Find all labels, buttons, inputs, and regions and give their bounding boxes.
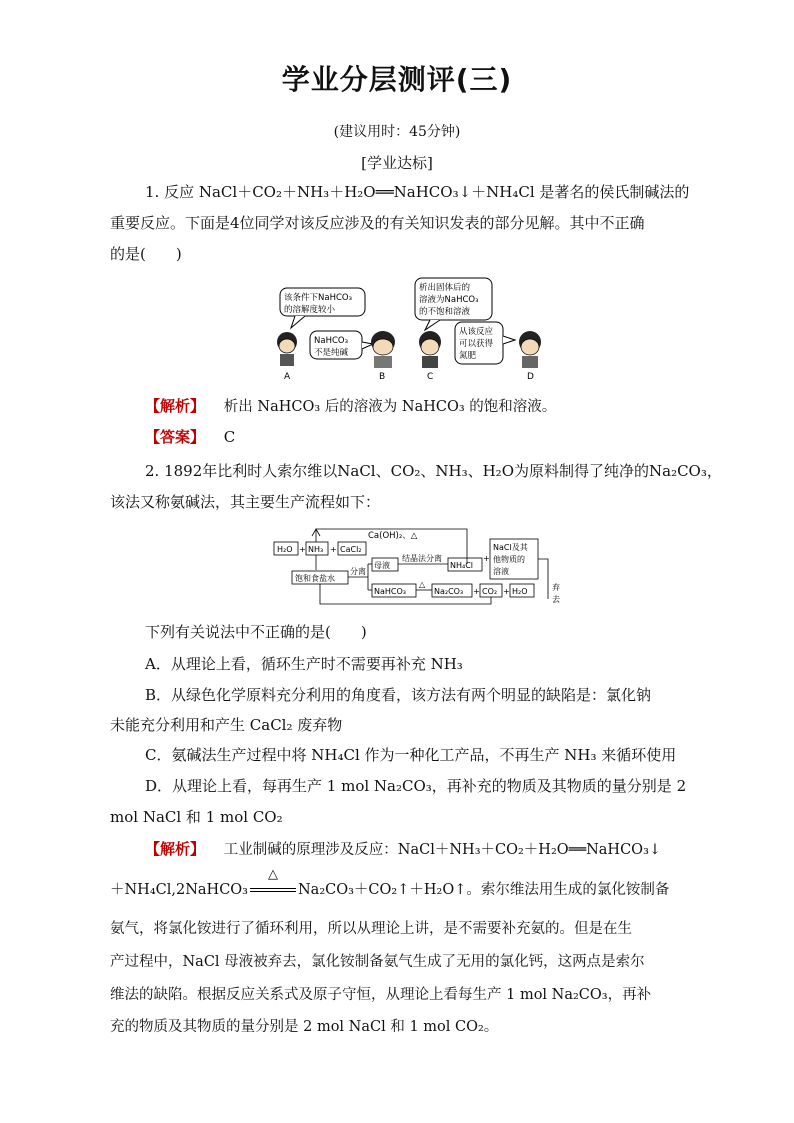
- flow-nh3: NH₃: [308, 545, 324, 554]
- flow-na2co3: Na₂CO₃: [434, 587, 464, 596]
- q2-text-line-1: 2. 1892年比利时人索尔维以NaCl、CO₂、NH₃、H₂O为原料制得了纯净的Na₂CO₃，: [145, 462, 722, 480]
- bubble-b-line-1: NaHCO₃: [314, 336, 348, 346]
- heat-equals-sign: [248, 867, 298, 898]
- flow-nacl-line-2: 他物质的: [493, 555, 525, 564]
- bubble-d-line-1: 从该反应: [459, 327, 494, 337]
- flow-plus-3: +: [483, 554, 490, 563]
- q2-analysis-line-4: 产过程中，NaCl 母液被弃去，氯化铵制备氨气生成了无用的氯化钙，这两点是索尔: [110, 954, 645, 970]
- q1-figure: [265, 276, 560, 384]
- q1-analysis-line: [145, 397, 690, 416]
- q2-option-a: A．从理论上看，循环生产时不需要再补充 NH₃: [145, 655, 463, 673]
- student-d-figure: [519, 331, 541, 368]
- flow-nacl-line-1: NaCl及其: [493, 543, 528, 552]
- q2-analysis-line-6: 充的物质及其物质的量分别是 2 mol NaCl 和 1 mol CO₂。: [110, 1019, 499, 1035]
- flow-heat: △: [419, 580, 426, 589]
- q2-text-line-2: 该法又称氨碱法，其主要生产流程如下：: [110, 493, 381, 511]
- flow-separate: 分离: [350, 567, 366, 576]
- flow-mother: 母液: [374, 561, 390, 570]
- q1-analysis-tag: 【解析】: [145, 397, 206, 415]
- page-title: 学业分层测评(三): [281, 63, 513, 96]
- q2-analysis-tag: 【解析】: [145, 840, 206, 858]
- q1-text-line-2: 重要反应。下面是4位同学对该反应涉及的有关知识发表的部分见解。其中不正确: [110, 214, 645, 232]
- q1-analysis-text: 析出 NaHCO₃ 后的溶液为 NaHCO₃ 的饱和溶液。: [223, 399, 557, 415]
- bubble-a-line-1: 该条件下NaHCO₃: [284, 293, 352, 303]
- bubble-b-line-2: 不是纯碱: [314, 348, 349, 358]
- q2-analysis-text-2b: Na₂CO₃＋CO₂↑＋H₂O↑。索尔维法用生成的氯化铵制备: [297, 882, 670, 898]
- flow-brine: 饱和食盐水: [295, 574, 335, 583]
- q2-option-c: C．氨碱法生产过程中将 NH₄Cl 作为一种化工产品，不再生产 NH₃ 来循环使用: [145, 746, 677, 764]
- student-b-figure: [371, 331, 395, 368]
- label-a: A: [284, 372, 291, 382]
- q1-text-line-1: 1. 反应 NaCl＋CO₂＋NH₃＋H₂O══NaHCO₃↓＋NH₄Cl 是著名的侯氏制碱法的: [145, 183, 690, 201]
- student-c-figure: [419, 331, 441, 368]
- label-b: B: [379, 372, 386, 382]
- q1-answer-tag: 【答案】: [145, 428, 206, 446]
- flow-plus-5: +: [503, 587, 510, 596]
- label-c: C: [427, 372, 434, 382]
- time-note: (建议用时：45分钟): [333, 124, 461, 140]
- q1-answer-value: C: [223, 428, 236, 446]
- q2-option-b-line-1: B．从绿色化学原料充分利用的角度看，该方法有两个明显的缺陷是：氯化钠: [145, 686, 652, 704]
- q2-stem: 下列有关说法中不正确的是( ): [145, 623, 367, 641]
- bubble-d-line-3: 氮肥: [459, 351, 477, 361]
- q2-flow-diagram: [272, 524, 572, 606]
- q1-answer-line: [145, 428, 690, 446]
- flow-h2o: H₂O: [277, 545, 293, 554]
- flow-nh4cl: NH₄Cl: [450, 561, 474, 570]
- q2-option-d-line-1: D．从理论上看，每再生产 1 mol Na₂CO₃，再补充的物质及其物质的量分别是 2: [145, 777, 687, 795]
- bubble-c-line-3: 的不饱和溶液: [419, 307, 471, 317]
- flow-plus-2: +: [330, 545, 337, 554]
- q2-analysis-text-2a: ＋NH₄Cl,2NaHCO₃: [110, 882, 248, 898]
- q2-analysis-line-1: [145, 840, 690, 859]
- q2-analysis-line-5: 维法的缺陷。根据反应关系式及原子守恒，从理论上看每生产 1 mol Na₂CO₃，再补: [110, 987, 652, 1003]
- q2-option-b-line-2: 未能充分利用和产生 CaCl₂ 废弃物: [110, 716, 343, 734]
- q2-analysis-line-2: [110, 867, 690, 899]
- flow-plus-1: +: [299, 545, 306, 554]
- bubble-a-line-2: 的溶解度较小: [284, 305, 336, 315]
- flow-nahco3: NaHCO₃: [374, 587, 406, 596]
- student-a-figure: [277, 332, 297, 366]
- flow-co2: CO₂: [482, 587, 498, 596]
- heat-symbol: △: [267, 867, 278, 882]
- flow-h2o-2: H₂O: [512, 587, 528, 596]
- flow-top-label: Ca(OH)₂、△: [368, 531, 418, 541]
- flow-plus-4: +: [473, 587, 480, 596]
- q2-analysis-text-1: 工业制碱的原理涉及反应：NaCl＋NH₃＋CO₂＋H₂O══NaHCO₃↓: [223, 842, 662, 858]
- flow-discard-1: 弃: [552, 583, 560, 592]
- flow-crystal: 结晶法分离: [402, 554, 442, 563]
- q2-option-d-line-2: mol NaCl 和 1 mol CO₂: [110, 808, 283, 826]
- bubble-c-line-2: 溶液为NaHCO₃: [419, 295, 479, 305]
- flow-discard-2: 去: [552, 595, 560, 604]
- label-d: D: [527, 372, 534, 382]
- flow-nacl-line-3: 溶液: [493, 567, 509, 576]
- bubble-d-line-2: 可以获得: [459, 339, 494, 349]
- flow-cacl2: CaCl₂: [340, 545, 362, 554]
- q1-text-line-3: 的是( ): [110, 245, 182, 263]
- section-heading: [学业达标]: [361, 154, 433, 172]
- q2-analysis-line-3: 氨气，将氯化铵进行了循环利用，所以从理论上讲，是不需要补充氨的。但是在生: [110, 921, 632, 937]
- bubble-c-line-1: 析出固体后的: [419, 283, 471, 293]
